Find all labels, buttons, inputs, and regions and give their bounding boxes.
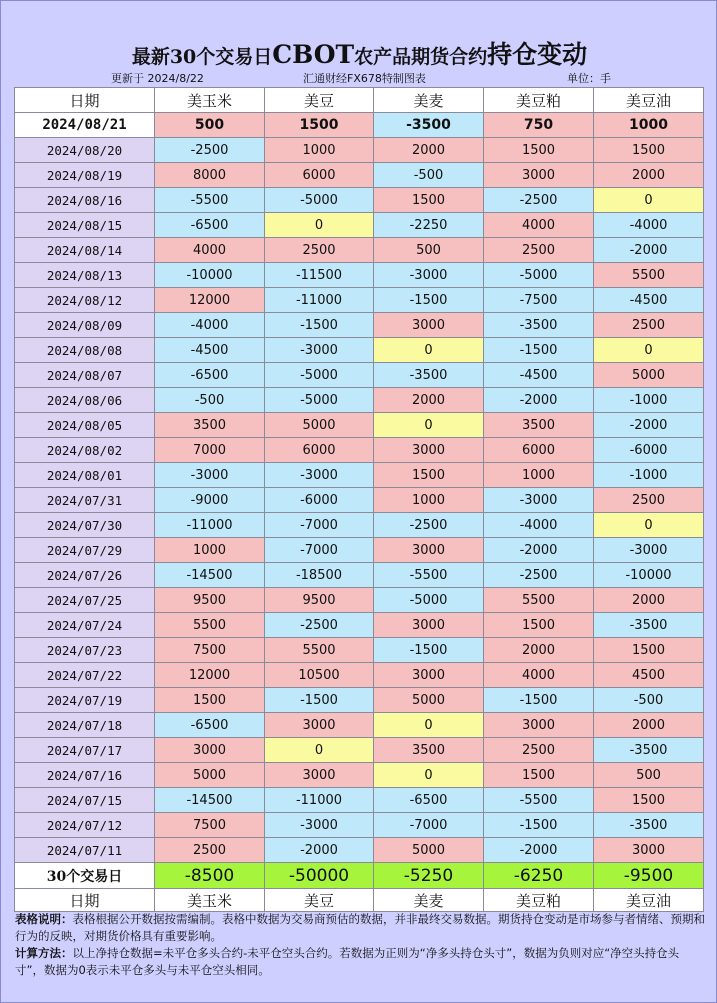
value-cell: 6000 (265, 438, 374, 463)
date-cell: 2024/08/06 (15, 388, 155, 413)
date-cell: 2024/08/08 (15, 338, 155, 363)
value-cell: -11000 (265, 788, 374, 813)
value-cell: 2000 (374, 388, 484, 413)
value-cell: -3000 (265, 338, 374, 363)
value-cell: -11000 (155, 513, 265, 538)
table-row (15, 588, 704, 613)
value-cell: 2000 (374, 138, 484, 163)
value-cell: -2500 (265, 613, 374, 638)
table-row (15, 388, 704, 413)
date-cell: 2024/08/01 (15, 463, 155, 488)
value-cell: -4000 (484, 513, 594, 538)
value-cell: -5500 (374, 563, 484, 588)
value-cell: 6000 (484, 438, 594, 463)
value-cell: -3500 (374, 363, 484, 388)
table-row (15, 663, 704, 688)
value-cell: -11000 (265, 288, 374, 313)
column-header: 美豆粕 (484, 889, 594, 912)
value-cell: -4000 (155, 313, 265, 338)
value-cell: -500 (374, 163, 484, 188)
date-cell: 2024/07/12 (15, 813, 155, 838)
value-cell: -2500 (484, 563, 594, 588)
table-row (15, 338, 704, 363)
table-row (15, 188, 704, 213)
value-cell: 2500 (265, 238, 374, 263)
value-cell: 3000 (374, 538, 484, 563)
table-row (15, 538, 704, 563)
value-cell: -9000 (155, 488, 265, 513)
value-cell: 4000 (484, 213, 594, 238)
value-cell: -1500 (374, 638, 484, 663)
value-cell: -14500 (155, 563, 265, 588)
value-cell: 9500 (265, 588, 374, 613)
value-cell: 2000 (484, 638, 594, 663)
value-cell: 2000 (594, 588, 704, 613)
date-cell: 2024/07/31 (15, 488, 155, 513)
date-cell: 2024/08/02 (15, 438, 155, 463)
calculation-method (15, 945, 705, 979)
date-cell: 2024/07/15 (15, 788, 155, 813)
table-row (15, 688, 704, 713)
date-cell: 2024/07/17 (15, 738, 155, 763)
value-cell: -3500 (484, 313, 594, 338)
value-cell: -3000 (594, 538, 704, 563)
value-cell: 1000 (265, 138, 374, 163)
value-cell: 2500 (594, 313, 704, 338)
value-cell: 2000 (594, 713, 704, 738)
value-cell: 7500 (155, 813, 265, 838)
value-cell: 2000 (594, 163, 704, 188)
value-cell: -3000 (265, 463, 374, 488)
notes-section (15, 911, 705, 979)
table-row (15, 113, 704, 138)
value-cell: -2000 (484, 388, 594, 413)
value-cell: -6500 (155, 713, 265, 738)
table-row (15, 713, 704, 738)
value-cell: -5000 (374, 588, 484, 613)
value-cell: 5000 (374, 688, 484, 713)
value-cell: 2500 (155, 838, 265, 863)
value-cell: -5500 (484, 788, 594, 813)
value-cell: -7500 (484, 288, 594, 313)
table-row (15, 438, 704, 463)
value-cell: 3000 (265, 763, 374, 788)
date-cell: 2024/07/19 (15, 688, 155, 713)
total-value-cell: -50000 (265, 863, 374, 889)
value-cell: -11500 (265, 263, 374, 288)
value-cell: -7000 (265, 513, 374, 538)
table-row (15, 363, 704, 388)
value-cell: -3000 (155, 463, 265, 488)
value-cell: -3500 (594, 738, 704, 763)
date-cell: 2024/08/19 (15, 163, 155, 188)
value-cell: 500 (374, 238, 484, 263)
date-cell: 2024/07/30 (15, 513, 155, 538)
value-cell: 1500 (594, 638, 704, 663)
value-cell: -3500 (594, 813, 704, 838)
value-cell: 0 (374, 713, 484, 738)
value-cell: 1500 (265, 113, 374, 138)
table-row (15, 638, 704, 663)
value-cell: -2250 (374, 213, 484, 238)
value-cell: 2500 (594, 488, 704, 513)
value-cell: 2500 (484, 238, 594, 263)
title-part-3: 农产品期货合约 (354, 46, 488, 68)
date-cell: 2024/07/18 (15, 713, 155, 738)
value-cell: -2000 (484, 838, 594, 863)
value-cell: 1500 (594, 788, 704, 813)
table-row (15, 788, 704, 813)
value-cell: -4500 (155, 338, 265, 363)
value-cell: -10000 (594, 563, 704, 588)
table-description (15, 911, 705, 945)
title-part-4: 持仓变动 (487, 40, 588, 69)
value-cell: -1000 (594, 388, 704, 413)
column-header: 美玉米 (155, 88, 265, 113)
table-row (15, 563, 704, 588)
value-cell: -1500 (265, 688, 374, 713)
value-cell: 1500 (374, 188, 484, 213)
value-cell: 4500 (594, 663, 704, 688)
updated-date: 更新于 2024/8/22 (111, 72, 204, 85)
date-cell: 2024/08/20 (15, 138, 155, 163)
value-cell: -3000 (265, 813, 374, 838)
value-cell: 5500 (594, 263, 704, 288)
date-cell: 2024/08/21 (15, 113, 155, 138)
value-cell: -14500 (155, 788, 265, 813)
value-cell: -18500 (265, 563, 374, 588)
column-header: 美豆 (265, 889, 374, 912)
date-column-header: 日期 (15, 889, 155, 912)
total-value-cell: -8500 (155, 863, 265, 889)
value-cell: 6000 (265, 163, 374, 188)
table-row (15, 613, 704, 638)
value-cell: -2000 (594, 238, 704, 263)
value-cell: -5000 (265, 188, 374, 213)
value-cell: -3000 (374, 263, 484, 288)
value-cell: -500 (155, 388, 265, 413)
date-cell: 2024/07/25 (15, 588, 155, 613)
table-row (15, 288, 704, 313)
value-cell: -2000 (594, 413, 704, 438)
method-text: 以上净持仓数据=未平仓多头合约-未平仓空头合约。若数据为正则为“净多头持仓头寸”，数据为负则对应“净空头持仓头寸”，数据为0表示未平仓多头与未平仓空头相同。 (15, 946, 680, 977)
value-cell: 1500 (374, 463, 484, 488)
column-header: 美麦 (374, 88, 484, 113)
date-cell: 2024/08/12 (15, 288, 155, 313)
value-cell: 500 (594, 763, 704, 788)
table-row (15, 463, 704, 488)
value-cell: 1000 (484, 463, 594, 488)
source-label: 汇通财经FX678特制图表 (303, 72, 426, 85)
value-cell: -500 (594, 688, 704, 713)
value-cell: -6500 (374, 788, 484, 813)
value-cell: 3000 (594, 838, 704, 863)
table-row (15, 813, 704, 838)
date-column-header: 日期 (15, 88, 155, 113)
value-cell: -5000 (265, 363, 374, 388)
value-cell: 3000 (374, 613, 484, 638)
value-cell: -2000 (484, 538, 594, 563)
value-cell: 0 (374, 413, 484, 438)
value-cell: 3000 (374, 438, 484, 463)
date-cell: 2024/08/14 (15, 238, 155, 263)
value-cell: 0 (374, 763, 484, 788)
table-row (15, 163, 704, 188)
value-cell: 12000 (155, 663, 265, 688)
table-row (15, 738, 704, 763)
value-cell: -1500 (265, 313, 374, 338)
value-cell: 8000 (155, 163, 265, 188)
value-cell: -3500 (374, 113, 484, 138)
column-header: 美玉米 (155, 889, 265, 912)
value-cell: 3500 (484, 413, 594, 438)
method-label: 计算方法： (15, 946, 73, 960)
unit-label: 单位：手 (567, 72, 611, 85)
value-cell: -4500 (594, 288, 704, 313)
value-cell: 5000 (594, 363, 704, 388)
value-cell: 1500 (155, 688, 265, 713)
table-footer-row (15, 889, 704, 912)
description-text: 表格根据公开数据按需编制。表格中数据为交易商预估的数据，并非最终交易数据。期货持仓变动是市场参与者情绪、预期和行为的反映，对期货价格具有重要影响。 (15, 912, 705, 943)
value-cell: -10000 (155, 263, 265, 288)
position-change-table (14, 87, 704, 912)
value-cell: 5500 (155, 613, 265, 638)
table-header-row (15, 88, 704, 113)
value-cell: 3000 (155, 738, 265, 763)
value-cell: 1000 (594, 113, 704, 138)
value-cell: 3000 (484, 163, 594, 188)
value-cell: 3000 (484, 713, 594, 738)
value-cell: -6500 (155, 363, 265, 388)
value-cell: 0 (594, 513, 704, 538)
value-cell: -2500 (484, 188, 594, 213)
value-cell: 0 (374, 338, 484, 363)
value-cell: 2500 (484, 738, 594, 763)
value-cell: 1500 (484, 613, 594, 638)
chart-title (1, 35, 717, 71)
value-cell: 4000 (484, 663, 594, 688)
date-cell: 2024/08/16 (15, 188, 155, 213)
date-cell: 2024/07/11 (15, 838, 155, 863)
title-part-2: CBOT (272, 40, 355, 69)
value-cell: -2500 (155, 138, 265, 163)
value-cell: 3500 (155, 413, 265, 438)
value-cell: -3000 (484, 488, 594, 513)
value-cell: -2500 (374, 513, 484, 538)
value-cell: -5000 (265, 388, 374, 413)
date-cell: 2024/08/05 (15, 413, 155, 438)
value-cell: 7500 (155, 638, 265, 663)
value-cell: -7000 (374, 813, 484, 838)
date-cell: 2024/07/24 (15, 613, 155, 638)
value-cell: 3000 (265, 713, 374, 738)
table-row (15, 763, 704, 788)
value-cell: 1000 (374, 488, 484, 513)
date-cell: 2024/07/29 (15, 538, 155, 563)
total-label: 30个交易日 (15, 863, 155, 889)
value-cell: 0 (594, 338, 704, 363)
date-cell: 2024/07/16 (15, 763, 155, 788)
value-cell: 0 (265, 738, 374, 763)
value-cell: 1500 (484, 138, 594, 163)
value-cell: 1500 (594, 138, 704, 163)
table-row (15, 488, 704, 513)
value-cell: 7000 (155, 438, 265, 463)
value-cell: 0 (265, 213, 374, 238)
value-cell: -3500 (594, 613, 704, 638)
value-cell: -5000 (484, 263, 594, 288)
total-row (15, 863, 704, 889)
title-part-1: 最新30个交易日 (131, 46, 273, 68)
column-header: 美豆粕 (484, 88, 594, 113)
value-cell: -1000 (594, 463, 704, 488)
value-cell: -6500 (155, 213, 265, 238)
value-cell: -6000 (594, 438, 704, 463)
value-cell: -4500 (484, 363, 594, 388)
value-cell: -2000 (265, 838, 374, 863)
value-cell: 12000 (155, 288, 265, 313)
table-row (15, 238, 704, 263)
column-header: 美豆油 (594, 889, 704, 912)
date-cell: 2024/08/07 (15, 363, 155, 388)
value-cell: -1500 (374, 288, 484, 313)
value-cell: -6000 (265, 488, 374, 513)
value-cell: 1000 (155, 538, 265, 563)
date-cell: 2024/08/15 (15, 213, 155, 238)
value-cell: -7000 (265, 538, 374, 563)
table-row (15, 313, 704, 338)
value-cell: 3000 (374, 313, 484, 338)
value-cell: 9500 (155, 588, 265, 613)
table-row (15, 513, 704, 538)
value-cell: 0 (594, 188, 704, 213)
table-row (15, 213, 704, 238)
value-cell: -1500 (484, 338, 594, 363)
table-row (15, 138, 704, 163)
value-cell: 500 (155, 113, 265, 138)
column-header: 美豆油 (594, 88, 704, 113)
column-header: 美麦 (374, 889, 484, 912)
table-row (15, 838, 704, 863)
value-cell: 4000 (155, 238, 265, 263)
value-cell: -5500 (155, 188, 265, 213)
value-cell: 3000 (374, 663, 484, 688)
total-value-cell: -9500 (594, 863, 704, 889)
value-cell: 10500 (265, 663, 374, 688)
table-row (15, 413, 704, 438)
value-cell: -1500 (484, 688, 594, 713)
value-cell: 1500 (484, 763, 594, 788)
value-cell: -4000 (594, 213, 704, 238)
value-cell: 5500 (484, 588, 594, 613)
total-value-cell: -5250 (374, 863, 484, 889)
value-cell: 5500 (265, 638, 374, 663)
table-row (15, 263, 704, 288)
date-cell: 2024/07/22 (15, 663, 155, 688)
value-cell: 750 (484, 113, 594, 138)
value-cell: 5000 (374, 838, 484, 863)
date-cell: 2024/08/13 (15, 263, 155, 288)
date-cell: 2024/07/23 (15, 638, 155, 663)
total-value-cell: -6250 (484, 863, 594, 889)
value-cell: -1500 (484, 813, 594, 838)
value-cell: 3500 (374, 738, 484, 763)
value-cell: 5000 (155, 763, 265, 788)
description-label: 表格说明： (15, 912, 73, 926)
date-cell: 2024/07/26 (15, 563, 155, 588)
column-header: 美豆 (265, 88, 374, 113)
date-cell: 2024/08/09 (15, 313, 155, 338)
value-cell: 5000 (265, 413, 374, 438)
